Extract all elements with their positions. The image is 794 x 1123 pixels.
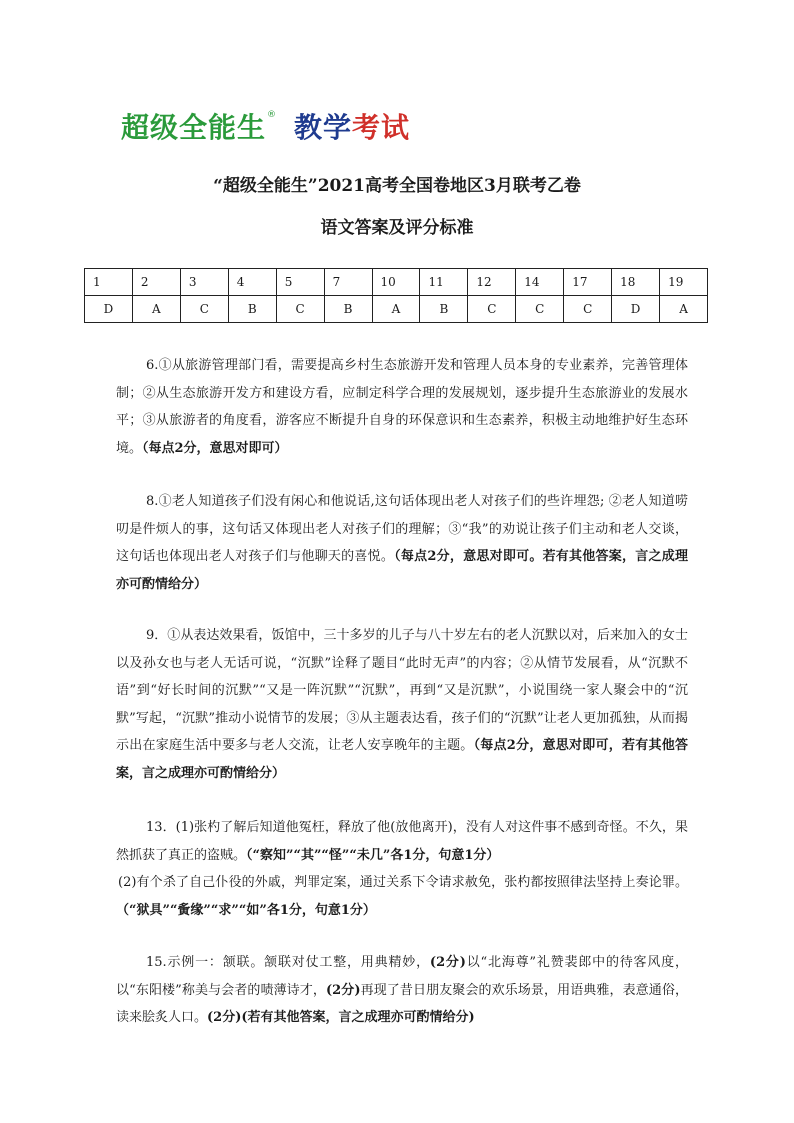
question-number-cell: 19 bbox=[660, 269, 708, 296]
exam-title: “超级全能生”2021高考全国卷地区3月联考乙卷 bbox=[213, 176, 581, 196]
question-number-cell: 3 bbox=[180, 269, 228, 296]
q15-score-1: (2分) bbox=[429, 955, 466, 970]
answer-key-cell: B bbox=[228, 296, 276, 323]
question-number-cell: 7 bbox=[324, 269, 372, 296]
answer-table bbox=[84, 268, 708, 323]
answer-key-cell: D bbox=[612, 296, 660, 323]
answer-key-cell: A bbox=[132, 296, 180, 323]
answer-key-cell: C bbox=[276, 296, 324, 323]
q6-text: 6.①从旅游管理部门看，需要提高乡村生态旅游开发和管理人员本身的专业素养，完善管理体制；②从生态旅游开发方和建设方看，应制定科学合理的发展规划，逐步提升生态旅游业的发展水平；③从旅游者的角度看，游客应不断提升自身的环保意识和生态素养，积极主动地维护好生态环境。 bbox=[116, 358, 688, 456]
q15-text-3: 再现了昔日朋友聚会的欢乐场景，用语典雅，表意通俗，读来脍炙人口。 bbox=[116, 982, 688, 1025]
answer-q8 bbox=[116, 488, 688, 598]
logo-main-text: 超级全能生 bbox=[121, 111, 267, 144]
answer-table-answer-row bbox=[85, 296, 708, 323]
answer-q6 bbox=[116, 352, 688, 462]
q13-part2-text: (2)有个杀了自己仆役的外戚，判罪定案，通过关系下令请求赦免，张杓都按照律法坚持上奏论罪。 bbox=[118, 875, 688, 890]
logo-sub-red: 考试 bbox=[352, 111, 411, 144]
answer-key-cell: C bbox=[516, 296, 564, 323]
q15-score-note: (若有其他答案，言之成理亦可酌情给分) bbox=[241, 1010, 475, 1025]
answer-q13 bbox=[116, 814, 688, 924]
q6-score: （每点2分，意思对即可） bbox=[142, 440, 288, 456]
q8-score: （每点2分，意思对即可。若有其他答案，言之成理亦可酌情给分） bbox=[116, 549, 688, 592]
document-subtitle: 语文答案及评分标准 bbox=[320, 218, 474, 238]
q15-score-3: (2分) bbox=[207, 1010, 242, 1025]
logo-sub-text bbox=[294, 112, 410, 144]
answer-key-cell: C bbox=[564, 296, 612, 323]
question-number-cell: 1 bbox=[85, 269, 133, 296]
question-number-cell: 5 bbox=[276, 269, 324, 296]
q9-score: （每点2分，意思对即可，若有其他答案，言之成理亦可酌情给分） bbox=[116, 738, 688, 781]
brand-logo bbox=[121, 108, 410, 144]
q13-part1-score: （“察知”“其”“怪”“未几”各1分，句意1分） bbox=[246, 847, 500, 863]
question-number-cell: 18 bbox=[612, 269, 660, 296]
question-number-cell: 11 bbox=[420, 269, 468, 296]
q13-part1-text: 13．(1)张杓了解后知道他冤枉，释放了他(放他离开)，没有人对这件事不感到奇怪。不久，果然抓获了真正的盗贼。 bbox=[116, 820, 688, 863]
question-number-cell: 4 bbox=[228, 269, 276, 296]
question-number-cell: 2 bbox=[132, 269, 180, 296]
answer-key-cell: A bbox=[660, 296, 708, 323]
answer-key-cell: B bbox=[324, 296, 372, 323]
q13-part2-score: （“狱具”“夤缘”“求”“如”各1分，句意1分） bbox=[116, 902, 376, 918]
q15-text-2: 以“北海尊”礼赞裴郎中的待客风度，以“东阳楼”称美与会者的啧薄诗才， bbox=[116, 955, 688, 998]
answer-key-cell: B bbox=[420, 296, 468, 323]
logo-sub-blue: 教学 bbox=[294, 111, 353, 144]
question-number-cell: 12 bbox=[468, 269, 516, 296]
question-number-cell: 10 bbox=[372, 269, 420, 296]
answer-q9 bbox=[116, 622, 688, 787]
question-number-cell: 14 bbox=[516, 269, 564, 296]
q8-text: 8.①老人知道孩子们没有闲心和他说话,这句话体现出老人对孩子们的些许埋怨; ②老人知道唠叨是件烦人的事，这句话又体现出老人对孩子们的理解；③“我”的劝说让孩子们主动和老人交谈，这句话也体现出老人对孩子们与他聊天的喜悦。 bbox=[116, 494, 688, 564]
answer-q15 bbox=[116, 949, 688, 1032]
question-number-cell: 17 bbox=[564, 269, 612, 296]
registered-mark: ® bbox=[267, 110, 277, 120]
answer-key-cell: A bbox=[372, 296, 420, 323]
q9-text: 9．①从表达效果看，饭馆中，三十多岁的儿子与八十岁左右的老人沉默以对，后来加入的女士以及孙女也与老人无话可说，“沉默”诠释了题目“此时无声”的内容；②从情节发展看，从“沉默不语”到“好长时间的沉默”“又是一阵沉默”“沉默”，再到“又是沉默”，小说围绕一家人聚会中的“沉默”写起，“沉默”推动小说情节的发展；③从主题表达看，孩子们的“沉默”让老人更加孤独，从而揭示出在家庭生活中要多与老人交流，让老人安享晚年的主题。 bbox=[116, 628, 688, 753]
answer-table-question-row bbox=[85, 269, 708, 296]
answer-key-cell: C bbox=[180, 296, 228, 323]
q15-score-2: (2分) bbox=[325, 982, 361, 998]
answer-key-cell: C bbox=[468, 296, 516, 323]
q15-text-1: 15.示例一：颔联。颔联对仗工整，用典精妙， bbox=[146, 955, 430, 970]
answer-key-cell: D bbox=[85, 296, 133, 323]
